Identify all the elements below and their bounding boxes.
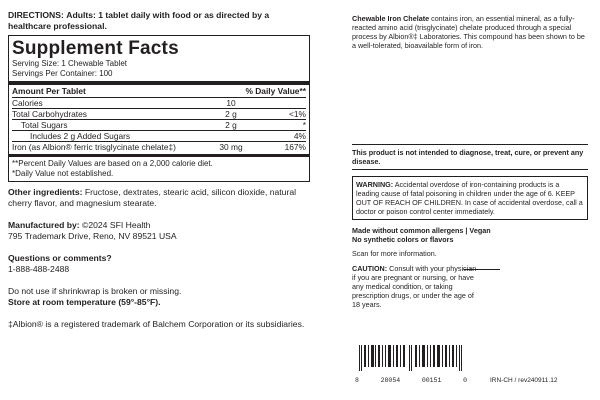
fda-disclaimer: This product is not intended to diagnose, treat, cure, or prevent any disease.	[352, 148, 584, 166]
lot-code: IRN-CH / rev240911.12	[490, 377, 558, 384]
storage-temperature: Store at room temperature (59°-85°F).	[8, 297, 161, 307]
manufacturer: Manufactured by: ©2024 SFI Health 795 Trademark Drive, Reno, NV 89521 USA	[8, 220, 177, 241]
chelate-description: Chewable Iron Chelate contains iron, an essential mineral, as a fully-reacted amino acid (trisglycinate) chelate produced through a special process by Albion®‡ Laboratories. This compound has been shown to be a well-tolerated, bioavailable form of iron.	[352, 14, 585, 50]
allergens-statement: Made without common allergens | Vegan	[352, 226, 491, 235]
right-panel	[352, 14, 588, 309]
barcode-icon	[355, 345, 467, 371]
facts-row: Total Sugars 2 g *	[12, 119, 306, 130]
arrow-right-icon	[464, 269, 500, 270]
other-ingredients: Other ingredients: Fructose, dextrates, stearic acid, silicon dioxide, natural cherry flavor, and magnesium stearate.	[8, 187, 297, 208]
synthetic-statement: No synthetic colors or flavors	[352, 235, 454, 244]
shrinkwrap-notice: Do not use if shrinkwrap is broken or missing.	[8, 286, 182, 296]
barcode-digits: 8 28054 00151 0	[355, 377, 467, 384]
upc-barcode	[355, 345, 467, 384]
daily-value-header: % Daily Value**	[245, 86, 306, 96]
supplement-facts-title: Supplement Facts	[12, 38, 179, 59]
footnote-dv: **Percent Daily Values are based on a 2,000 calorie diet.	[12, 159, 213, 168]
supplement-facts-panel	[8, 35, 310, 182]
serving-size: Serving Size: 1 Chewable Tablet	[12, 59, 128, 68]
amount-per-tablet-header: Amount Per Tablet	[12, 86, 86, 96]
phone-number: 1-888-488-2488	[8, 264, 70, 274]
storage-info	[8, 286, 328, 308]
questions: Questions or comments? 1-888-488-2488	[8, 253, 328, 275]
facts-row: Includes 2 g Added Sugars 4%	[12, 130, 306, 141]
facts-header-row	[12, 85, 306, 97]
facts-row: Iron (as Albion® ferric trisglycinate chelate‡) 30 mg 167%	[12, 142, 306, 152]
facts-divider-bottom	[9, 154, 309, 157]
caution-text: CAUTION: Consult with your physician if you are pregnant or nursing, or have any medical condition, or taking prescription drugs, or under the age of 18 years.	[352, 264, 477, 309]
warning-box: WARNING: Accidental overdose of iron-containing products is a leading cause of fatal poisoning in children under the age of 6. KEEP OUT OF REACH OF CHILDREN. In case of accidental overdose, call a doctor or poison control center immediately.	[352, 176, 588, 220]
footnote-not-established: *Daily Value not established.	[12, 169, 114, 178]
trademark-notice: ‡Albion® is a registered trademark of Balchem Corporation or its subsidiaries.	[8, 319, 305, 329]
scan-text: Scan for more information.	[352, 249, 437, 258]
directions: DIRECTIONS: Adults: 1 tablet daily with food or as directed by a healthcare professional.	[8, 10, 270, 31]
left-panel	[8, 10, 328, 330]
divider	[352, 169, 588, 170]
facts-row: Total Carbohydrates 2 g <1%	[12, 109, 306, 119]
facts-row: Calories 10	[12, 98, 236, 108]
servings-per-container: Servings Per Container: 100	[12, 69, 113, 78]
